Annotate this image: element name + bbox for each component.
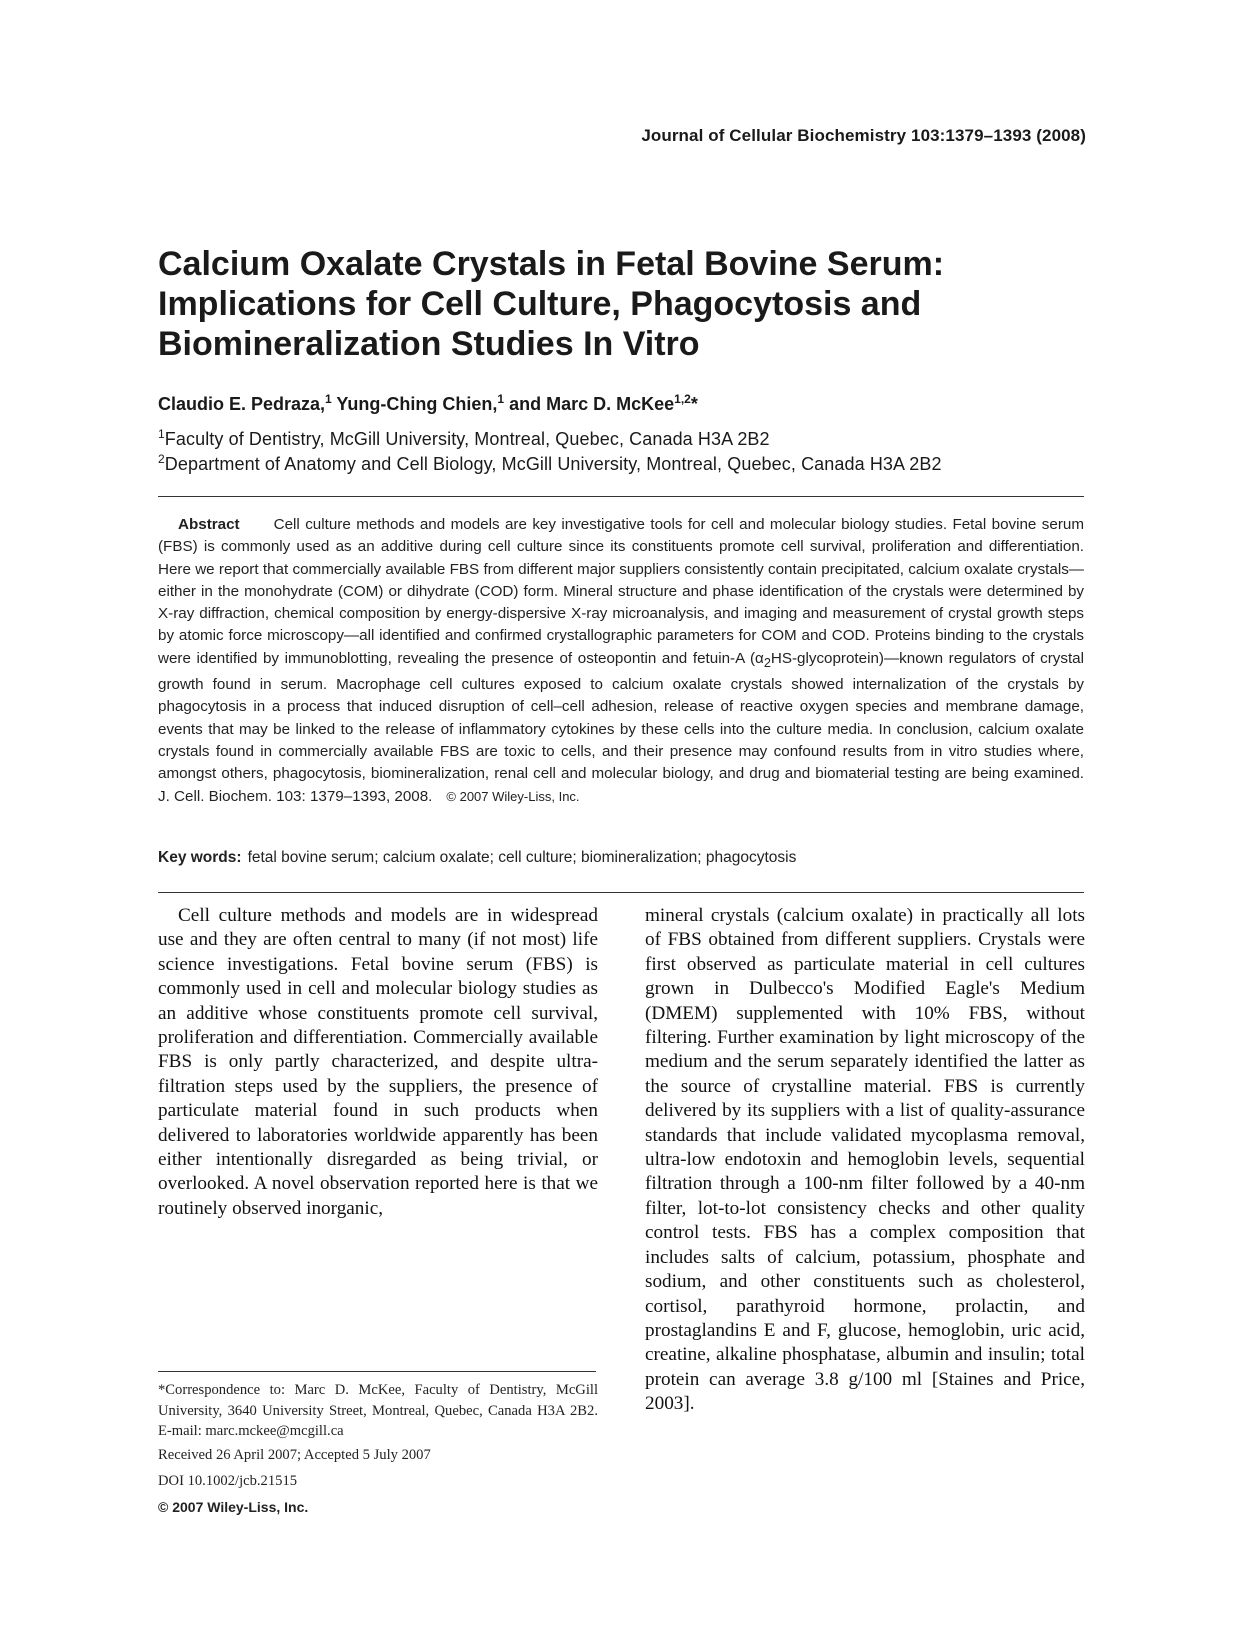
affiliation bbox=[158, 427, 770, 450]
corresponding-author-mark: * bbox=[690, 394, 698, 414]
affiliation-sup: 1 bbox=[158, 427, 165, 441]
journal-header: Journal of Cellular Biochemistry 103:1379–1393 (2008) bbox=[641, 126, 1086, 145]
correspondence-footnote: *Correspondence to: Marc D. McKee, Faculty of Dentistry, McGill University, 3640 University Street, Montreal, Quebec, Canada H3A 2B2. E-mail: marc.mckee@mcgill.ca bbox=[158, 1382, 598, 1440]
received-date: Received 26 April 2007; Accepted 5 July 2007 bbox=[158, 1447, 431, 1463]
affiliation bbox=[158, 452, 942, 475]
abstract-text: Cell culture methods and models are key investigative tools for cell and molecular biology studies. Fetal bovine serum (FBS) is commonly used as an additive during cell culture since its constituents promote cell survival, proliferation and differentiation. Here we report that commercially available FBS from different major suppliers consistently contain precipitated, calcium oxalate crystals—either in the monohydrate (COM) or dihydrate (COD) form. Mineral structure and phase identification of the crystals were determined by X-ray diffraction, chemical composition by energy-dispersive X-ray microanalysis, and imaging and measurement of crystal growth steps by atomic force microscopy—all identified and confirmed crystallographic parameters for COM and COD. Proteins binding to the crystals were identified by immunoblotting, revealing the presence of osteopontin and fetuin-A (α bbox=[158, 516, 1084, 667]
title-line-1: Calcium Oxalate Crystals in Fetal Bovine Serum: bbox=[158, 245, 945, 283]
affiliation-sup: 2 bbox=[158, 452, 165, 466]
body-column-left: Cell culture methods and models are in widespread use and they are often central to many (if not most) life science investigations. Fetal bovine serum (FBS) is commonly used in cell and molecular biology studies as an additive whose constituents promote cell survival, proliferation and differentiation. Commercially available FBS is only partly characterized, and despite ultra-filtration steps used by the suppliers, the presence of particulate material found in such products when delivered to laboratories worldwide apparently has been either intentionally disregarded as being trivial, or overlooked. A novel observation reported here is that we routinely observed inorganic, bbox=[158, 905, 598, 1219]
article-title bbox=[158, 244, 1098, 364]
affiliation-text: Department of Anatomy and Cell Biology, McGill University, Montreal, Quebec, Canada H3A 2B2 bbox=[164, 454, 942, 474]
author-affil-sup: 1,2 bbox=[674, 392, 691, 406]
author-affil-sup: 1 bbox=[497, 392, 505, 406]
keywords bbox=[158, 849, 796, 867]
keywords-label: Key words: bbox=[158, 849, 242, 866]
title-line-2: Implications for Cell Culture, Phagocytosis and bbox=[158, 285, 922, 323]
affiliation-text: Faculty of Dentistry, McGill University, Montreal, Quebec, Canada H3A 2B2 bbox=[164, 429, 770, 449]
author-name: Yung-Ching Chien, bbox=[336, 394, 498, 414]
author-name: Claudio E. Pedraza, bbox=[158, 394, 326, 414]
footer-copyright: © 2007 Wiley-Liss, Inc. bbox=[158, 1499, 309, 1515]
author-name: and Marc D. McKee bbox=[509, 394, 675, 414]
abstract-subscript: 2 bbox=[763, 655, 771, 670]
abstract-bottom-rule bbox=[158, 892, 1084, 893]
abstract-top-rule bbox=[158, 496, 1084, 497]
author-affil-sup: 1 bbox=[325, 392, 332, 406]
body-column-right: mineral crystals (calcium oxalate) in practically all lots of FBS obtained from different suppliers. Crystals were first observed as particulate material in cell cultures grown in Dulbecco's Modified Eagle's Medium (DMEM) supplemented with 10% FBS, without filtering. Further examination by light microscopy of the medium and the serum separately identified the latter as the source of crystalline material. FBS is currently delivered by its suppliers with a list of quality-assurance standards that include validated mycoplasma removal, ultra-low endotoxin and hemoglobin levels, sequential filtration through a 100-nm filter followed by a 40-nm filter, lot-to-lot consistency checks and other quality control tests. FBS has a complex composition that includes salts of calcium, potassium, phosphate and sodium, and other constituents such as cholesterol, cortisol, parathyroid hormone, prolactin, and prostaglandins E and F, glucose, hemoglobin, uric acid, creatine, alkaline phosphatase, albumin and insulin; total protein can average 3.8 g/100 ml [Staines and Price, 2003]. bbox=[645, 905, 1085, 1415]
footnote-rule bbox=[158, 1371, 596, 1372]
abstract bbox=[158, 514, 1084, 808]
author-list bbox=[158, 392, 698, 415]
abstract-label: Abstract bbox=[178, 516, 240, 533]
doi: DOI 10.1002/jcb.21515 bbox=[158, 1473, 298, 1489]
abstract-text-continued: HS-glycoprotein)—known regulators of crystal growth found in serum. Macrophage cell cultures exposed to calcium oxalate crystals showed internalization of the crystals by phagocytosis in a process that induced disruption of cell–cell adhesion, release of reactive oxygen species and membrane damage, events that may be linked to the release of inflammatory cytokines by these cells into the culture media. In conclusion, calcium oxalate crystals found in commercially available FBS are toxic to cells, and their presence may confound results from in vitro studies where, amongst others, phagocytosis, biomineralization, renal cell and molecular biology, and drug and biomaterial testing are being examined. J. Cell. Biochem. 103: 1379–1393, 2008. bbox=[158, 649, 1084, 805]
keywords-text: fetal bovine serum; calcium oxalate; cell culture; biomineralization; phagocytosis bbox=[247, 849, 797, 866]
title-line-3: Biomineralization Studies In Vitro bbox=[158, 325, 700, 363]
abstract-copyright: © 2007 Wiley-Liss, Inc. bbox=[446, 788, 580, 804]
